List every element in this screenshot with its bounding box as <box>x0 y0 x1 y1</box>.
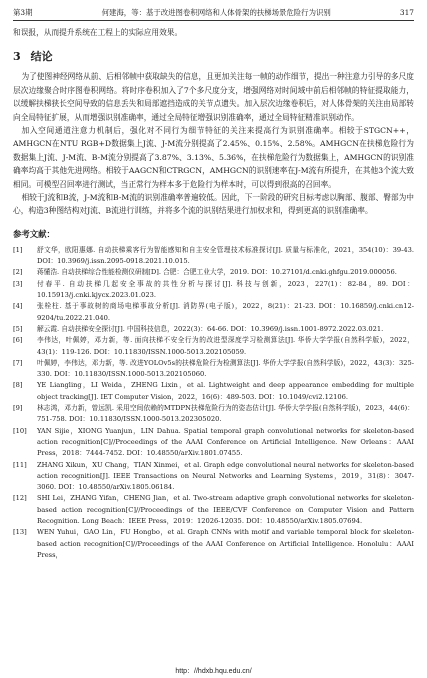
reference-item <box>13 324 414 335</box>
running-header <box>13 7 414 21</box>
reference-number: [6] <box>13 336 23 345</box>
reference-number: [5] <box>13 324 23 333</box>
reference-item <box>13 245 414 268</box>
conclusion-paragraph: 加入空间通道注意力机制后，强化对不同行为细节特征的关注来提高行为识别准确率。相较于STGCN++，AMHGCN在NTU RGB+D数据集上J流、J-M流分别提高了2.45%、0.15%、2.58%。AMHGCN在扶梯危险行为数据集上J流、J-M流、B-M流分别提高了3.87%、3.13%、5.36%，在扶梯危险行为数据集上，AMHGCN的识别准确率均高于其他先进网络。相较于AAGCN和CTRGCN，AMHGCN的识别速率在J-M流有所提升，在其他3个流大致相同。可模型召回率进行测试，当正常行为样本多于危险行为样本时，可以得到很高的召回率。 <box>13 126 414 189</box>
reference-number: [13] <box>13 528 27 537</box>
reference-item <box>13 279 414 302</box>
conclusion-paragraph: 为了使图神经网络从前、后相邻帧中获取缺失的信息，且更加关注每一帧的动作细节，提出一种注意力引导的多尺度层次边缘聚合时序图卷积网络。将时序卷积加入了7个多尺度分支，增强网络对时间域中前后相邻帧的特征提取能力，以缓解扶梯狭长空间导致的信息丢失和局部遮挡造成的关节点遗失。加入层次边缘卷积后，对人体骨架的关注由局部转向全局特征扩展，从而增强识别准确率，通过全局特征增强识别准确率，通过全局特征精准识别动作。 <box>13 72 414 122</box>
reference-number: [2] <box>13 268 23 277</box>
page-number: 317 <box>399 8 414 17</box>
reference-number: [11] <box>13 460 27 469</box>
reference-text: WEN Yuhui，GAO Lin，FU Hongbo，et al. Graph CNNs with motif and variable temporal block for skeleton-based action recognition[C]//Proceedings of the AAAI Conference on Artificial Intelligence. Honolulu：AAAI Press， <box>37 528 414 559</box>
reference-text: 李伟达，叶佩婷，邓力新，等. 面向扶梯不安全行为的改进型深度学习检测算法[J]. 华侨大学学报(自然科学版)，2022，43(1)：119-126. DOI：10.11830/ISSN.1000-5013.202105059. <box>37 336 414 356</box>
references-heading: 参考文献： <box>13 228 55 239</box>
reference-item <box>13 527 414 561</box>
reference-item <box>13 301 414 324</box>
reference-text: 解云霞. 自动扶梯安全探讨[J]. 中国科技信息，2022(3)：64-66. DOI：10.3969/j.issn.1001-8972.2022.03.021. <box>37 324 384 333</box>
reference-number: [3] <box>13 279 23 288</box>
reference-item <box>13 493 414 527</box>
reference-text: SHI Lei，ZHANG Yifan，CHENG Jian，et al. Two-stream adaptive graph convolutional networks for skeleton-based action recognition[C]//Proceedings of the IEEE/CVF Conference on Computer Vision and Pattern Recognition. Long Beach：IEEE Press，2019：12026-12035. DOI：10.48550/arXiv.1805.07694. <box>37 494 414 525</box>
reference-item <box>13 335 414 358</box>
reference-text: 叶佩婷，李伟达，邓力新，等. 改进YOLOv5s的扶梯危险行为检测算法[J]. 华侨大学学报(自然科学版)，2022，43(3)：325-330. DOI：10.11830/ISSN.1000-5013.202105060. <box>37 358 414 379</box>
reference-item <box>13 267 414 278</box>
reference-list <box>13 245 414 561</box>
reference-text: ZHANG Xikun，XU Chang，TIAN Xinmei，et al. Graph edge convolutional neural networks for skeleton-based action recognition[J]. IEEE Transactions on Neural Networks and Learning Systems，2019，31(8)：3047-3060. DOI：10.48550/arXiv.1805.06184. <box>37 460 414 492</box>
section-heading <box>13 48 414 63</box>
reference-text: YAN Sijie，XIONG Yuanjun，LIN Dahua. Spatial temporal graph convolutional networks for skeleton-based action recognition[C]//Proceedings of the AAAI Conference on Artificial Intelligence. New Orleans：AAAI Press，2018：7444-7452. DOI：10.48550/arXiv.1801.07455. <box>37 426 414 458</box>
reference-number: [1] <box>13 245 23 254</box>
reference-text: 张栓柱. 基于事故树的商场电梯事故分析[J]. 消防界(电子版)，2022，8(21)：21-23. DOI：10.16859/j.cnki.cn12-9204/tu.2022.21.040. <box>37 302 414 322</box>
reference-item <box>13 460 414 494</box>
conclusion-paragraph: 相较于J流和B流，J-M流和B-M流的识别准确率普遍较低。因此，下一阶段的研究目标考虑以胸部、腹部、臀部为中心，构造3种图结构对J流、B流进行训练，并将多个流的识别结果进行加权求和，得到更高的识别准确率。 <box>13 193 414 216</box>
reference-number: [7] <box>13 358 23 367</box>
reference-number: [12] <box>13 494 27 503</box>
section-title: 结论 <box>30 50 53 64</box>
reference-item <box>13 403 414 426</box>
reference-item <box>13 380 414 403</box>
reference-number: [8] <box>13 381 23 390</box>
reference-text: 付春平. 自动扶梯几起安全事故的共性分析与探讨[J]. 科技与创新，2023，227(1)：82-84，89. DOI：10.15913/j.cnki.kjycx.2023.01.023. <box>37 279 414 300</box>
reference-number: [4] <box>13 302 23 311</box>
issue-number: 第3期 <box>13 8 33 17</box>
section-number: 3 <box>13 50 21 64</box>
reference-number: [10] <box>13 426 27 435</box>
reference-item <box>13 358 414 381</box>
reference-text: YE Liangling，LI Weida，ZHENG Lixin，et al. Lightweight and deep appearance embedding for multiple object tracking[J]. IET Computer Vision，2022，16(6)：489-503. DOI：10.1049/cvi2.12106. <box>37 381 414 401</box>
reference-item <box>13 426 414 460</box>
reference-text: 蒋懂浩. 自动扶梯综合性能检测仪研制[D]. 合肥：合肥工业大学，2019. DOI：10.27101/d.cnki.ghfgu.2019.000056. <box>37 268 397 277</box>
reference-text: 林志鸿，邓力新，曾远凯. 采用空间依赖的MTDPN扶梯危险行为的姿态估计[J]. 华侨大学学报(自然科学版)，2023，44(6)：751-758. DOI：10.11830/ISSN.1000-5013.202305020. <box>37 404 414 424</box>
running-title: 何建海，等：基于改进图卷积网络和人体骨架的扶梯场景危险行为识别 <box>101 8 331 17</box>
journal-url: http：//hdxb.hqu.edu.cn/ <box>175 668 252 675</box>
reference-number: [9] <box>13 404 23 413</box>
reference-text: 舒文华，欧阳惠娜. 自动扶梯乘客行为智能感知和自主安全管理技术标准探讨[J]. 质量与标准化，2021，354(10)：39-43. DOI：10.3969/j.issn.2095-0918.2021.10.015. <box>37 245 414 266</box>
carryover-text: 和误报，从而提升系统在工程上的实际应用效果。 <box>13 28 183 37</box>
